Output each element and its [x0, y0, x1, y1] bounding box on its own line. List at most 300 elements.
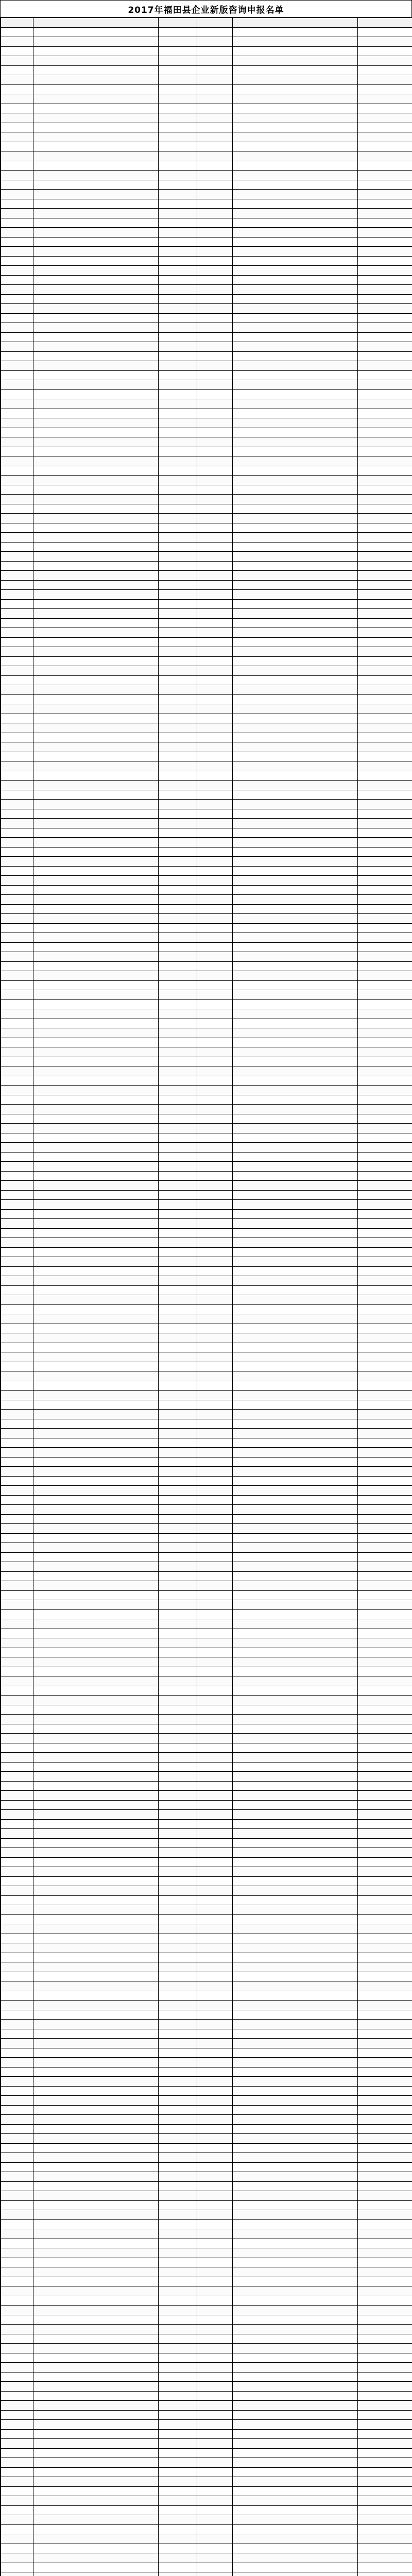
cell-company — [33, 1476, 159, 1486]
cell-district — [197, 37, 233, 47]
cell-no — [1, 228, 33, 238]
cell-no — [1, 75, 33, 85]
cell-no — [1, 456, 33, 466]
cell-address — [233, 2505, 358, 2515]
table-row — [1, 180, 412, 190]
cell-district — [197, 2248, 233, 2258]
cell-code — [358, 971, 412, 981]
cell-address — [233, 84, 358, 94]
cell-code — [358, 1200, 412, 1210]
cell-address — [233, 647, 358, 657]
cell-district — [197, 132, 233, 142]
cell-company — [33, 75, 159, 85]
table-row — [1, 161, 412, 171]
cell-no — [1, 1352, 33, 1362]
cell-code — [358, 819, 412, 828]
cell-district — [197, 151, 233, 161]
cell-code — [358, 1638, 412, 1648]
cell-company — [33, 599, 159, 609]
cell-city — [159, 1753, 197, 1762]
table-row — [1, 1266, 412, 1276]
cell-company — [33, 1124, 159, 1133]
cell-code — [358, 2067, 412, 2077]
cell-district — [197, 285, 233, 295]
cell-district — [197, 275, 233, 285]
cell-district — [197, 1171, 233, 1181]
cell-company — [33, 1724, 159, 1734]
enterprise-table — [1, 18, 412, 2576]
cell-district — [197, 523, 233, 533]
cell-company — [33, 2115, 159, 2125]
cell-company — [33, 1257, 159, 1267]
cell-city — [159, 2496, 197, 2506]
table-row — [1, 1686, 412, 1696]
cell-address — [233, 2134, 358, 2144]
cell-code — [358, 361, 412, 371]
cell-no — [1, 523, 33, 533]
cell-address — [233, 180, 358, 190]
cell-address — [233, 1209, 358, 1219]
cell-address — [233, 1352, 358, 1362]
cell-city — [159, 313, 197, 323]
cell-city — [159, 2058, 197, 2067]
header-address — [233, 18, 358, 28]
cell-company — [33, 666, 159, 676]
cell-code — [358, 27, 412, 37]
cell-address — [233, 1285, 358, 1295]
cell-company — [33, 2191, 159, 2201]
cell-district — [197, 790, 233, 800]
cell-code — [358, 1753, 412, 1762]
table-row — [1, 1352, 412, 1362]
cell-district — [197, 2410, 233, 2420]
cell-city — [159, 1200, 197, 1210]
cell-company — [33, 342, 159, 352]
cell-code — [358, 209, 412, 218]
cell-address — [233, 847, 358, 857]
cell-no — [1, 1476, 33, 1486]
cell-address — [233, 1953, 358, 1962]
cell-district — [197, 552, 233, 562]
cell-code — [358, 571, 412, 581]
cell-address — [233, 65, 358, 75]
cell-company — [33, 65, 159, 75]
cell-district — [197, 2134, 233, 2144]
cell-code — [358, 1505, 412, 1515]
cell-district — [197, 1667, 233, 1676]
cell-city — [159, 1476, 197, 1486]
cell-code — [358, 533, 412, 543]
cell-district — [197, 2210, 233, 2220]
cell-no — [1, 361, 33, 371]
cell-district — [197, 2162, 233, 2172]
cell-city — [159, 1914, 197, 1924]
cell-address — [233, 113, 358, 123]
cell-code — [358, 113, 412, 123]
cell-no — [1, 2325, 33, 2334]
table-row — [1, 2458, 412, 2468]
cell-district — [197, 1514, 233, 1524]
cell-district — [197, 733, 233, 742]
cell-address — [233, 523, 358, 533]
cell-city — [159, 1181, 197, 1191]
cell-district — [197, 123, 233, 132]
cell-district — [197, 1429, 233, 1438]
cell-no — [1, 942, 33, 952]
cell-address — [233, 866, 358, 876]
table-row — [1, 2496, 412, 2506]
cell-address — [233, 599, 358, 609]
cell-address — [233, 1391, 358, 1400]
cell-code — [358, 904, 412, 914]
cell-no — [1, 1257, 33, 1267]
cell-district — [197, 1524, 233, 1534]
cell-no — [1, 895, 33, 905]
cell-address — [233, 161, 358, 171]
cell-code — [358, 1705, 412, 1715]
cell-company — [33, 2496, 159, 2506]
table-row — [1, 418, 412, 428]
cell-code — [358, 199, 412, 209]
table-row — [1, 1448, 412, 1458]
cell-address — [233, 2382, 358, 2392]
cell-city — [159, 2219, 197, 2229]
cell-no — [1, 2058, 33, 2067]
table-row — [1, 2229, 412, 2239]
cell-city — [159, 828, 197, 838]
cell-address — [233, 1772, 358, 1782]
cell-no — [1, 971, 33, 981]
cell-no — [1, 694, 33, 704]
cell-district — [197, 990, 233, 1000]
cell-code — [358, 1324, 412, 1333]
cell-district — [197, 942, 233, 952]
cell-no — [1, 742, 33, 752]
cell-code — [358, 1190, 412, 1200]
cell-code — [358, 2410, 412, 2420]
cell-no — [1, 1724, 33, 1734]
cell-company — [33, 2258, 159, 2267]
cell-city — [159, 113, 197, 123]
cell-district — [197, 2267, 233, 2277]
table-row — [1, 256, 412, 266]
cell-district — [197, 1934, 233, 1943]
cell-city — [159, 904, 197, 914]
cell-company — [33, 2153, 159, 2163]
cell-company — [33, 1448, 159, 1458]
cell-address — [233, 2344, 358, 2353]
cell-no — [1, 1076, 33, 1086]
cell-no — [1, 1448, 33, 1458]
cell-company — [33, 1533, 159, 1543]
cell-code — [358, 323, 412, 333]
cell-address — [233, 542, 358, 552]
table-row — [1, 1381, 412, 1391]
cell-company — [33, 2029, 159, 2039]
cell-code — [358, 1086, 412, 1095]
cell-address — [233, 75, 358, 85]
cell-no — [1, 1324, 33, 1333]
cell-district — [197, 228, 233, 238]
cell-code — [358, 2239, 412, 2248]
table-row — [1, 1391, 412, 1400]
cell-code — [358, 2286, 412, 2296]
table-row — [1, 1152, 412, 1162]
table-row — [1, 94, 412, 104]
cell-city — [159, 65, 197, 75]
cell-address — [233, 399, 358, 409]
cell-address — [233, 1905, 358, 1915]
cell-address — [233, 761, 358, 771]
cell-district — [197, 2353, 233, 2363]
cell-code — [358, 2258, 412, 2267]
cell-address — [233, 1181, 358, 1191]
cell-address — [233, 2391, 358, 2401]
cell-no — [1, 428, 33, 437]
cell-company — [33, 2248, 159, 2258]
table-row — [1, 2181, 412, 2191]
cell-city — [159, 46, 197, 56]
cell-address — [233, 2181, 358, 2191]
cell-district — [197, 1819, 233, 1829]
cell-no — [1, 2524, 33, 2534]
cell-city — [159, 1143, 197, 1153]
cell-no — [1, 2020, 33, 2029]
cell-district — [197, 752, 233, 761]
cell-district — [197, 2515, 233, 2525]
cell-no — [1, 2410, 33, 2420]
cell-company — [33, 132, 159, 142]
cell-no — [1, 504, 33, 514]
cell-code — [358, 923, 412, 933]
table-row — [1, 1009, 412, 1019]
cell-district — [197, 2524, 233, 2534]
table-row — [1, 2277, 412, 2286]
cell-no — [1, 1772, 33, 1782]
cell-company — [33, 571, 159, 581]
cell-city — [159, 914, 197, 924]
cell-company — [33, 1838, 159, 1848]
cell-district — [197, 332, 233, 342]
cell-company — [33, 1762, 159, 1772]
cell-address — [233, 1343, 358, 1352]
cell-company — [33, 609, 159, 619]
cell-district — [197, 1562, 233, 1572]
cell-address — [233, 2306, 358, 2315]
cell-address — [233, 1162, 358, 1172]
cell-city — [159, 2239, 197, 2248]
cell-no — [1, 771, 33, 781]
cell-city — [159, 1448, 197, 1458]
table-row — [1, 1914, 412, 1924]
cell-city — [159, 1991, 197, 2001]
cell-district — [197, 866, 233, 876]
cell-city — [159, 885, 197, 895]
cell-company — [33, 2077, 159, 2087]
cell-district — [197, 418, 233, 428]
cell-no — [1, 999, 33, 1009]
table-row — [1, 1238, 412, 1248]
cell-city — [159, 132, 197, 142]
cell-city — [159, 1486, 197, 1496]
cell-company — [33, 1114, 159, 1124]
table-row — [1, 2439, 412, 2449]
cell-address — [233, 752, 358, 761]
table-row — [1, 190, 412, 199]
cell-city — [159, 2248, 197, 2258]
cell-code — [358, 2553, 412, 2563]
cell-no — [1, 1914, 33, 1924]
cell-no — [1, 370, 33, 380]
table-row — [1, 1171, 412, 1181]
cell-company — [33, 2372, 159, 2382]
cell-address — [233, 1028, 358, 1038]
table-row — [1, 914, 412, 924]
cell-city — [159, 1171, 197, 1181]
cell-company — [33, 847, 159, 857]
cell-district — [197, 933, 233, 943]
cell-district — [197, 2181, 233, 2191]
cell-address — [233, 1266, 358, 1276]
cell-company — [33, 2210, 159, 2220]
cell-no — [1, 94, 33, 104]
cell-district — [197, 2286, 233, 2296]
cell-no — [1, 866, 33, 876]
cell-city — [159, 1086, 197, 1095]
cell-no — [1, 1734, 33, 1743]
cell-address — [233, 1047, 358, 1057]
cell-no — [1, 761, 33, 771]
cell-no — [1, 2191, 33, 2201]
table-row — [1, 1410, 412, 1419]
cell-district — [197, 2058, 233, 2067]
cell-no — [1, 123, 33, 132]
cell-city — [159, 2306, 197, 2315]
cell-no — [1, 666, 33, 676]
cell-city — [159, 1324, 197, 1333]
table-row — [1, 876, 412, 886]
cell-address — [233, 1762, 358, 1772]
cell-no — [1, 1657, 33, 1667]
cell-address — [233, 2086, 358, 2096]
cell-address — [233, 1304, 358, 1314]
cell-city — [159, 2439, 197, 2449]
cell-city — [159, 571, 197, 581]
cell-district — [197, 961, 233, 971]
cell-code — [358, 1076, 412, 1086]
cell-city — [159, 437, 197, 447]
cell-company — [33, 514, 159, 523]
cell-address — [233, 1991, 358, 2001]
cell-city — [159, 266, 197, 276]
table-row — [1, 113, 412, 123]
cell-no — [1, 1333, 33, 1343]
cell-district — [197, 256, 233, 266]
table-row — [1, 1076, 412, 1086]
cell-address — [233, 1505, 358, 1515]
cell-company — [33, 675, 159, 685]
cell-no — [1, 2258, 33, 2267]
cell-no — [1, 1867, 33, 1877]
cell-district — [197, 514, 233, 523]
table-row — [1, 2410, 412, 2420]
cell-district — [197, 142, 233, 151]
table-row — [1, 1590, 412, 1600]
cell-city — [159, 1419, 197, 1429]
cell-city — [159, 180, 197, 190]
cell-no — [1, 1581, 33, 1591]
cell-address — [233, 723, 358, 733]
cell-district — [197, 1696, 233, 1705]
cell-code — [358, 1724, 412, 1734]
cell-city — [159, 2181, 197, 2191]
cell-code — [358, 1648, 412, 1657]
cell-code — [358, 1876, 412, 1886]
cell-district — [197, 1143, 233, 1153]
cell-city — [159, 1152, 197, 1162]
cell-no — [1, 1924, 33, 1934]
cell-code — [358, 1762, 412, 1772]
cell-company — [33, 428, 159, 437]
cell-district — [197, 1200, 233, 1210]
cell-district — [197, 771, 233, 781]
cell-code — [358, 1743, 412, 1753]
cell-city — [159, 1410, 197, 1419]
cell-code — [358, 495, 412, 504]
cell-no — [1, 1886, 33, 1896]
cell-no — [1, 2496, 33, 2506]
cell-company — [33, 533, 159, 543]
cell-no — [1, 2115, 33, 2125]
cell-address — [233, 1486, 358, 1496]
cell-company — [33, 1791, 159, 1801]
cell-district — [197, 1238, 233, 1248]
table-row — [1, 1648, 412, 1657]
cell-address — [233, 1648, 358, 1657]
cell-no — [1, 857, 33, 867]
cell-district — [197, 2010, 233, 2020]
cell-address — [233, 1609, 358, 1619]
cell-city — [159, 2467, 197, 2477]
cell-company — [33, 370, 159, 380]
cell-address — [233, 1638, 358, 1648]
cell-code — [358, 142, 412, 151]
table-row — [1, 2153, 412, 2163]
cell-district — [197, 1590, 233, 1600]
table-row — [1, 1200, 412, 1210]
cell-address — [233, 961, 358, 971]
table-row — [1, 514, 412, 523]
cell-no — [1, 256, 33, 266]
table-row — [1, 65, 412, 75]
cell-address — [233, 351, 358, 361]
cell-company — [33, 990, 159, 1000]
table-row — [1, 628, 412, 638]
cell-code — [358, 2229, 412, 2239]
cell-company — [33, 1238, 159, 1248]
cell-district — [197, 75, 233, 85]
cell-no — [1, 2534, 33, 2544]
cell-city — [159, 142, 197, 151]
cell-company — [33, 866, 159, 876]
cell-city — [159, 552, 197, 562]
cell-no — [1, 1819, 33, 1829]
cell-code — [358, 2391, 412, 2401]
cell-address — [233, 151, 358, 161]
cell-code — [358, 123, 412, 132]
table-row — [1, 1943, 412, 1953]
table-row — [1, 399, 412, 409]
